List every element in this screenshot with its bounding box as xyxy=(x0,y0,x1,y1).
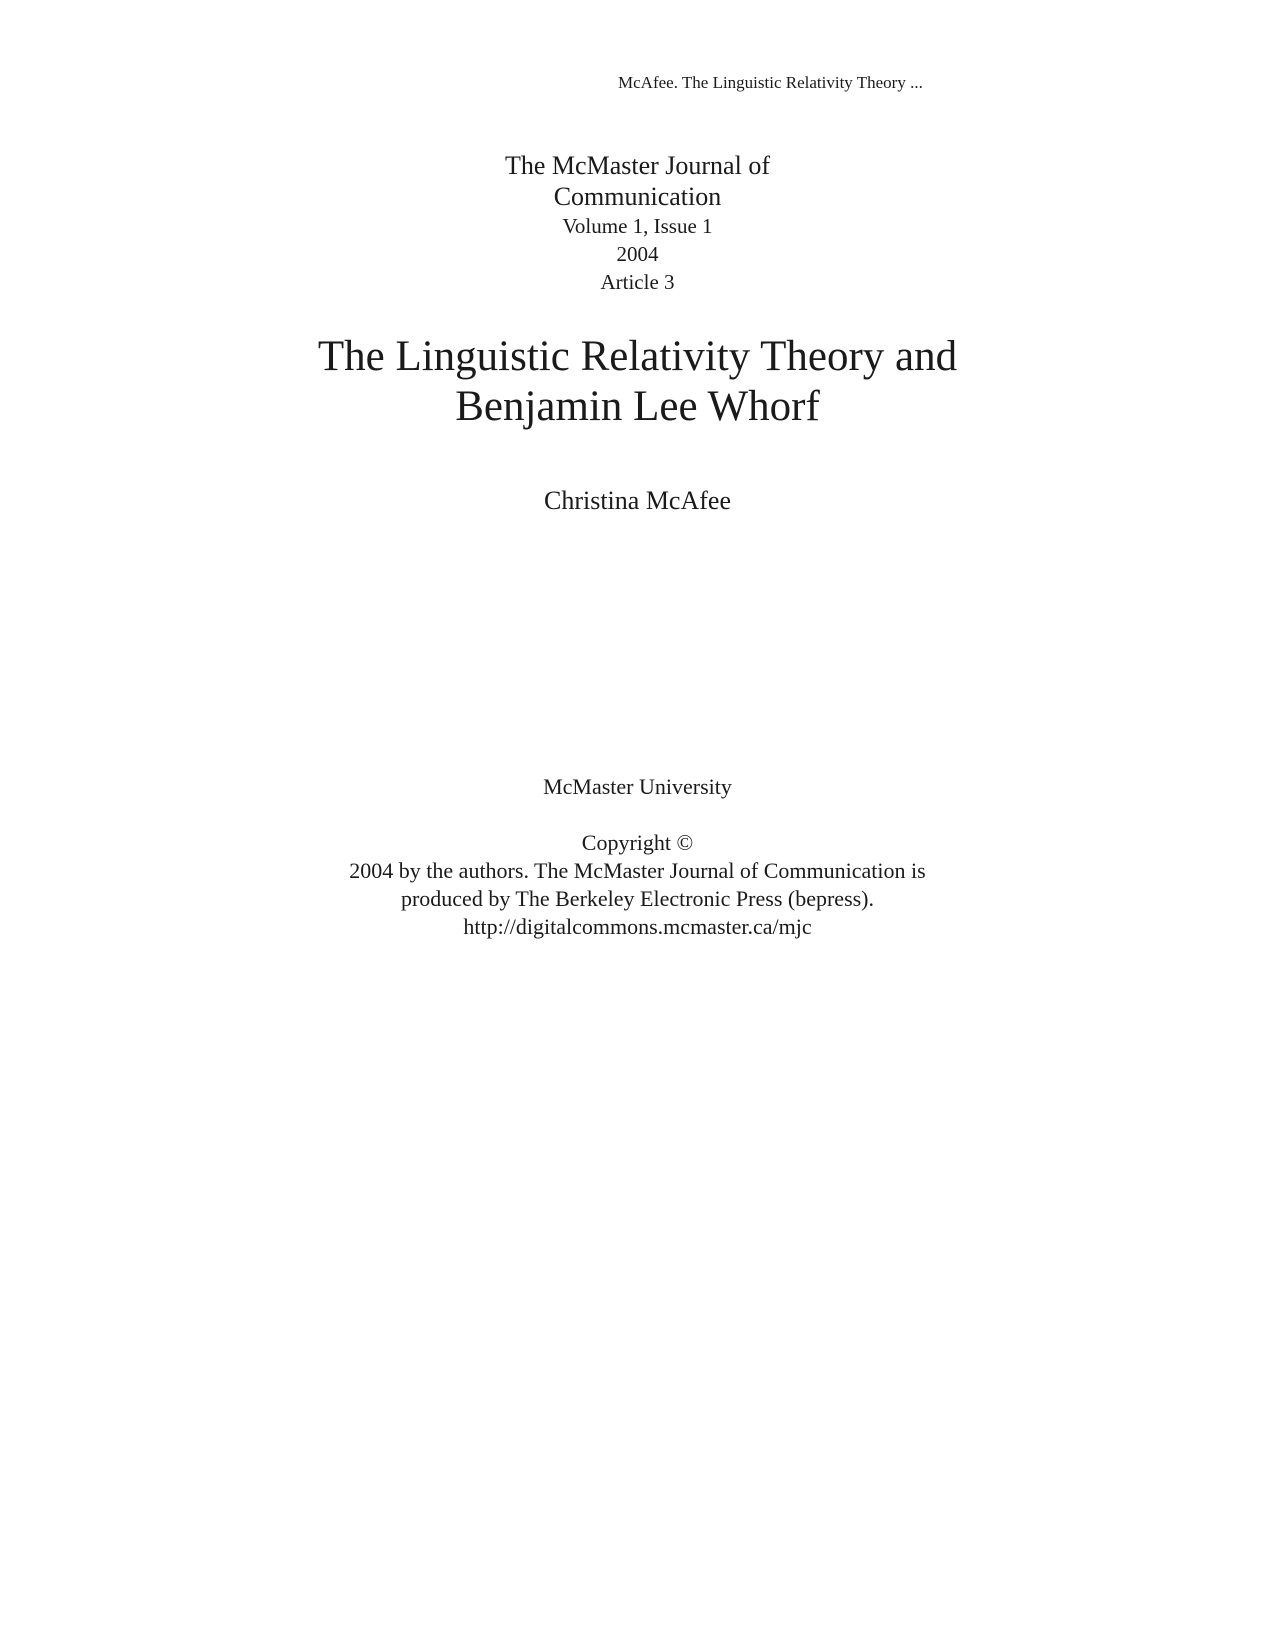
copyright-line: produced by The Berkeley Electronic Press (bepress). xyxy=(400,886,875,911)
journal-title-line: The McMaster Journal of xyxy=(505,151,770,180)
journal-url: http://digitalcommons.mcmaster.ca/mjc xyxy=(463,914,812,939)
journal-volume-issue: Volume 1, Issue 1 xyxy=(562,214,713,238)
institution: McMaster University xyxy=(543,774,732,799)
copyright-line: Copyright © xyxy=(581,830,694,855)
article-number: Article 3 xyxy=(600,270,675,294)
journal-title-line: Communication xyxy=(553,182,722,211)
copyright-notice xyxy=(0,829,1275,941)
journal-title xyxy=(0,150,1275,212)
article-title-line: The Linguistic Relativity Theory and xyxy=(317,333,958,380)
author-name: Christina McAfee xyxy=(543,486,731,515)
running-header: McAfee. The Linguistic Relativity Theory ... xyxy=(618,73,923,92)
copyright-line: 2004 by the authors. The McMaster Journal of Communication is xyxy=(349,858,926,883)
journal-year: 2004 xyxy=(616,242,659,266)
article-title xyxy=(0,332,1275,432)
journal-info xyxy=(0,150,1275,296)
article-title-line: Benjamin Lee Whorf xyxy=(455,383,820,430)
